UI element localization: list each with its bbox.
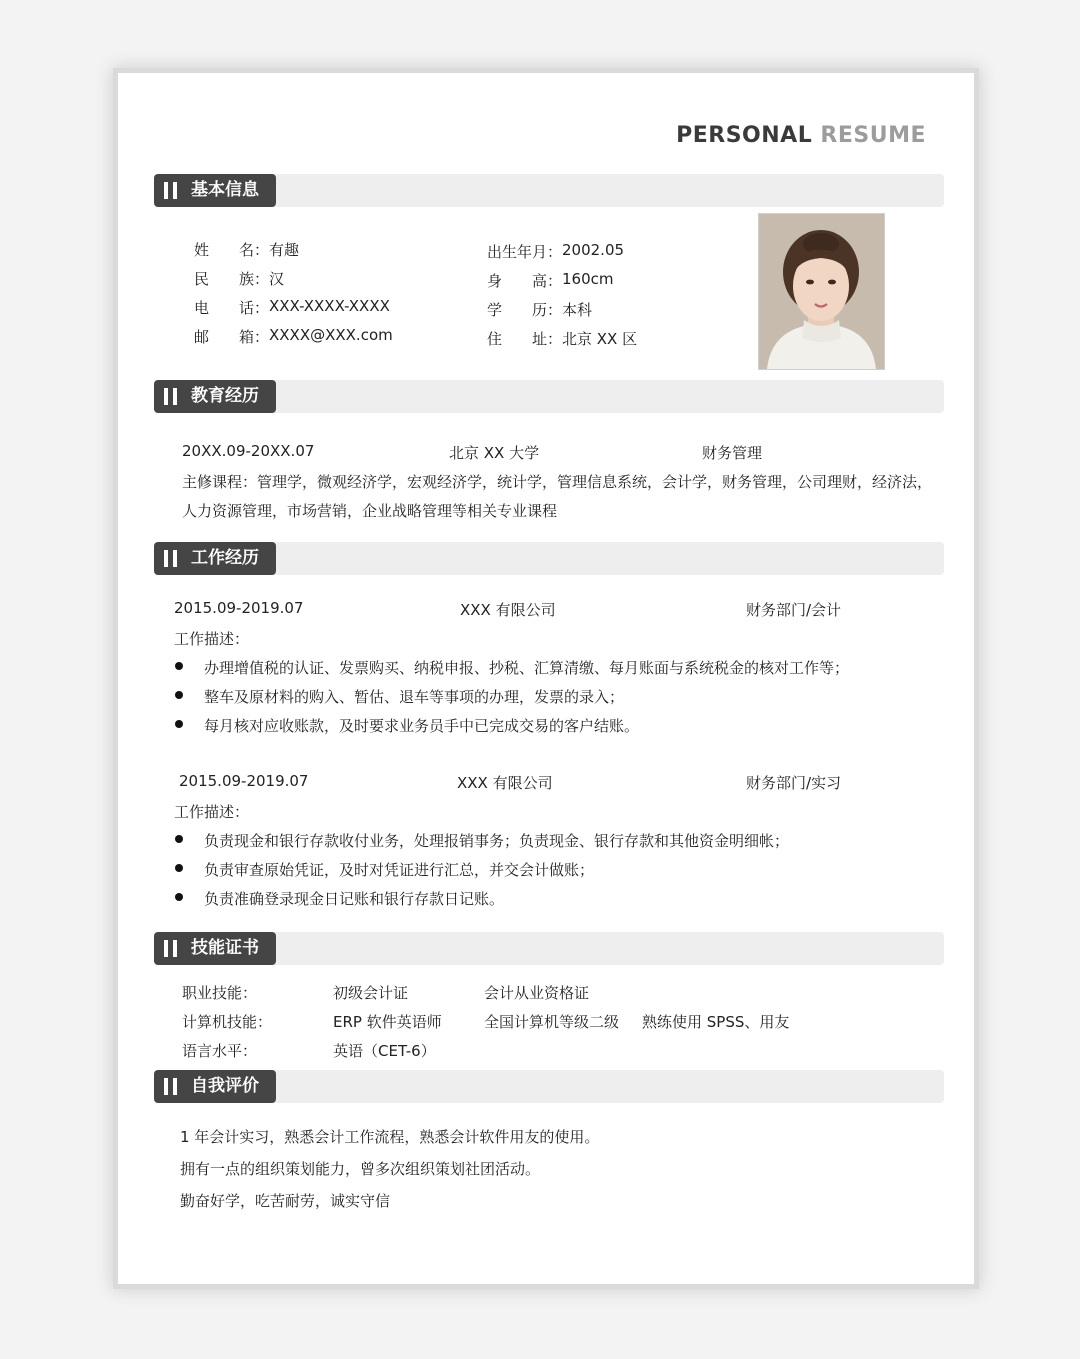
section-tab-education: [154, 380, 276, 413]
section-tab-skills: [154, 932, 276, 965]
job-bullet: 负责准确登录现金日记账和银行存款日记账。: [204, 890, 505, 908]
email-label: 邮 箱：: [194, 328, 270, 346]
resume-title: [676, 123, 926, 148]
section-header-self: [154, 1070, 944, 1103]
section-title: 技能证书: [191, 938, 259, 958]
section-header-work: [154, 542, 944, 575]
job-bullet: 每月核对应收账款，及时要求业务员手中已完成交易的客户结账。: [204, 717, 640, 735]
birth-label: 出生年月：: [487, 243, 563, 261]
resume-title-word1: PERSONAL: [676, 123, 813, 148]
section-tab-basic: [154, 174, 276, 207]
job-desc-label: 工作描述：: [174, 630, 250, 648]
education-courses-line2: 人力资源管理，市场营销，企业战略管理等相关专业课程: [182, 502, 558, 520]
skill-computer-label: 计算机技能：: [182, 1013, 273, 1031]
skill-professional-2: 会计从业资格证: [484, 984, 590, 1002]
bullet-icon: [175, 662, 183, 670]
skill-computer-1: ERP 软件英语师: [333, 1013, 442, 1031]
resume-page: [118, 73, 974, 1284]
job-bullet: 负责审查原始凭证，及时对凭证进行汇总，并交会计做账；: [204, 861, 595, 879]
degree-value: 本科: [562, 301, 593, 319]
bullet-icon: [175, 720, 183, 728]
section-tab-work: [154, 542, 276, 575]
bullet-icon: [175, 893, 183, 901]
portrait-illustration-icon: [759, 214, 884, 369]
phone-value: XXX-XXXX-XXXX: [269, 297, 390, 315]
section-title: 自我评价: [191, 1076, 259, 1096]
address-label: 住 址：: [487, 330, 563, 348]
self-eval-line: 1 年会计实习，熟悉会计工作流程，熟悉会计软件用友的使用。: [180, 1128, 600, 1146]
address-value: 北京 XX 区: [562, 330, 638, 348]
section-bars-icon: [164, 550, 178, 567]
skill-professional-label: 职业技能：: [182, 984, 258, 1002]
section-bars-icon: [164, 940, 178, 957]
job-bullet: 办理增值税的认证、发票购买、纳税申报、抄税、汇算清缴、每月账面与系统税金的核对工作等；: [204, 659, 850, 677]
degree-label: 学 历：: [487, 301, 563, 319]
section-header-education: [154, 380, 944, 413]
job-role: 财务部门/会计: [746, 601, 842, 619]
section-header-basic: [154, 174, 944, 207]
job-company: XXX 有限公司: [457, 774, 553, 792]
bullet-icon: [175, 835, 183, 843]
job-company: XXX 有限公司: [460, 601, 556, 619]
section-bars-icon: [164, 182, 178, 199]
education-period: 20XX.09-20XX.07: [182, 442, 315, 460]
job-period: 2015.09-2019.07: [179, 772, 309, 790]
section-title: 工作经历: [191, 548, 259, 568]
education-major: 财务管理: [702, 444, 763, 462]
phone-label: 电 话：: [194, 299, 270, 317]
skill-professional-1: 初级会计证: [333, 984, 409, 1002]
skill-computer-3: 熟练使用 SPSS、用友: [642, 1013, 790, 1031]
job-bullet: 负责现金和银行存款收付业务，处理报销事务；负责现金、银行存款和其他资金明细帐；: [204, 832, 790, 850]
name-value: 有趣: [269, 241, 300, 259]
section-header-skills: [154, 932, 944, 965]
bullet-icon: [175, 691, 183, 699]
ethnicity-value: 汉: [269, 270, 285, 288]
section-title: 教育经历: [191, 386, 259, 406]
skill-language-label: 语言水平：: [182, 1042, 258, 1060]
section-title: 基本信息: [191, 180, 259, 200]
height-label: 身 高：: [487, 272, 563, 290]
education-school: 北京 XX 大学: [449, 444, 540, 462]
job-bullet: 整车及原材料的购入、暂估、退车等事项的办理，发票的录入；: [204, 688, 625, 706]
height-value: 160cm: [562, 270, 614, 288]
skill-language-1: 英语（CET-6）: [333, 1042, 436, 1060]
name-label: 姓 名：: [194, 241, 270, 259]
resume-title-word2: RESUME: [820, 123, 926, 148]
self-eval-line: 拥有一点的组织策划能力，曾多次组织策划社团活动。: [180, 1160, 541, 1178]
bullet-icon: [175, 864, 183, 872]
birth-value: 2002.05: [562, 241, 625, 259]
skill-computer-2: 全国计算机等级二级: [484, 1013, 620, 1031]
job-role: 财务部门/实习: [746, 774, 842, 792]
ethnicity-label: 民 族：: [194, 270, 270, 288]
education-courses-line1: 主修课程：管理学，微观经济学，宏观经济学，统计学，管理信息系统，会计学，财务管理，公司理财，经济法，: [182, 473, 933, 491]
section-tab-self: [154, 1070, 276, 1103]
section-bars-icon: [164, 388, 178, 405]
section-bars-icon: [164, 1078, 178, 1095]
profile-photo: [758, 213, 885, 370]
email-value: XXXX@XXX.com: [269, 326, 393, 344]
job-period: 2015.09-2019.07: [174, 599, 304, 617]
self-eval-line: 勤奋好学，吃苦耐劳，诚实守信: [180, 1192, 391, 1210]
job-desc-label: 工作描述：: [174, 803, 250, 821]
